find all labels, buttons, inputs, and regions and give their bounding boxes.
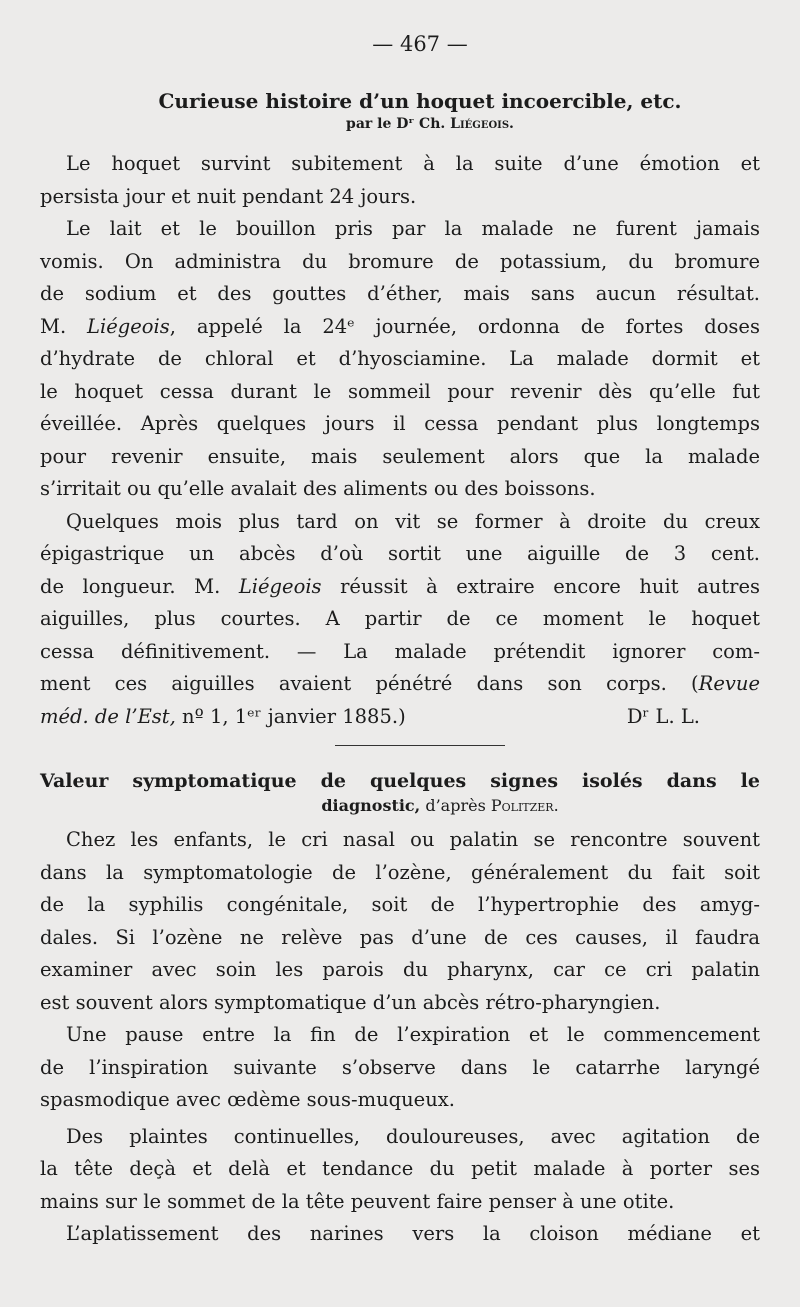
article2-paragraph-3 [40,1121,760,1219]
article2-paragraph-4 [40,1218,760,1251]
article2-paragraph-2 [40,1019,760,1117]
article1-paragraph-2 [40,213,760,506]
text-line: L’aplatissement des narines vers la cloison médiane et [66,1222,760,1245]
text-line: Chez les enfants, le cri nasal ou palatin se rencontre souvent [66,828,760,851]
subtitle-author: Politzer. [490,796,559,815]
article-byline [40,114,760,134]
subtitle-text: d’après [420,796,491,815]
text-line: spasmodique avec œdème sous-muqueux. [40,1088,455,1111]
article-subtitle [40,794,760,818]
text-line: de l’inspiration suivante s’observe dans le catarrhe laryngé [40,1055,760,1079]
text-line [40,571,760,604]
subtitle-bold: diagnostic, [321,796,421,815]
text-run: M. [40,314,88,338]
text-line: de sodium et des gouttes d’éther, mais sans aucun résultat. [40,282,760,305]
text-line: est souvent alors symptomatique d’un abcès rétro-pharyngien. [40,990,661,1014]
text-line: vomis. On administra du bromure de potassium, du bromure [40,249,760,273]
text-line: de la syphilis congénitale, soit de l’hypertrophie des amyg- [40,893,760,916]
byline-author: Liégeois. [450,116,514,132]
citation [40,701,406,734]
text-line: cessa définitivement. — La malade prétendit ignorer com- [40,639,760,663]
text-line [40,668,760,701]
text-line: s’irritait ou qu’elle avalait des aliments ou des boissons. [40,477,596,500]
section-divider [335,745,505,746]
text-line: dans la symptomatologie de l’ozène, généralement du fait soit [40,860,760,884]
text-line: dales. Si l’ozène ne relève pas d’une de ces causes, il faudra [40,925,760,949]
citation-line [40,701,760,734]
text-line [40,311,760,344]
text-line: Le lait et le bouillon pris par la malade ne furent jamais [66,217,760,240]
text-line: le hoquet cessa durant le sommeil pour revenir dès qu’elle fut [40,379,760,403]
author-name-italic: Liégeois [238,574,322,598]
text-line: la tête deçà et delà et tendance du petit malade à porter ses [40,1157,760,1180]
text-line: pour revenir ensuite, mais seulement alors que la malade [40,444,760,468]
article1-paragraph-1 [40,148,760,213]
text-line: éveillée. Après quelques jours il cessa pendant plus longtemps [40,412,760,435]
journal-name-italic: méd. de l’Est, [40,704,176,728]
article1-paragraph-3 [40,506,760,734]
text-run: réussit à extraire encore huit autres [321,574,760,598]
journal-name-italic: Revue [698,672,760,695]
author-name-italic: Liégeois [87,314,170,338]
text-line: mains sur le sommet de la tête peuvent faire penser à une otite. [40,1189,675,1213]
article2-paragraph-1 [40,824,760,1019]
citation-date: nº 1, 1ᵉʳ janvier 1885.) [175,704,406,728]
text-run: ment ces aiguilles avaient pénétré dans son corps. ( [40,672,699,695]
text-line: épigastrique un abcès d’où sortit une aiguille de 3 cent. [40,542,760,565]
byline-prefix: par le Dʳ Ch. [346,116,451,132]
text-run: de longueur. M. [40,574,239,598]
article-title: Valeur symptomatique de quelques signes isolés dans le [40,770,760,792]
text-line: examiner avec soin les parois du pharynx, car ce cri palatin [40,958,760,981]
text-line: d’hydrate de chloral et d’hyosciamine. La malade dormit et [40,347,760,370]
text-line: Des plaintes continuelles, douloureuses, avec agitation de [66,1124,760,1148]
page-number: — 467 — [372,32,468,56]
signature: Dʳ L. L. [626,704,700,728]
text-line: aiguilles, plus courtes. A partir de ce moment le hoquet [40,607,760,630]
article-title: Curieuse histoire d’un hoquet incoercible, etc. [158,89,682,113]
text-line: Le hoquet survint subitement à la suite d’une émotion et [66,152,760,175]
text-line: persista jour et nuit pendant 24 jours. [40,184,417,208]
text-line: Une pause entre la fin de l’expiration et le commencement [66,1023,760,1046]
text-run: , appelé la 24ᵉ journée, ordonna de fortes doses [169,314,760,338]
text-line: Quelques mois plus tard on vit se former à droite du creux [66,509,760,533]
